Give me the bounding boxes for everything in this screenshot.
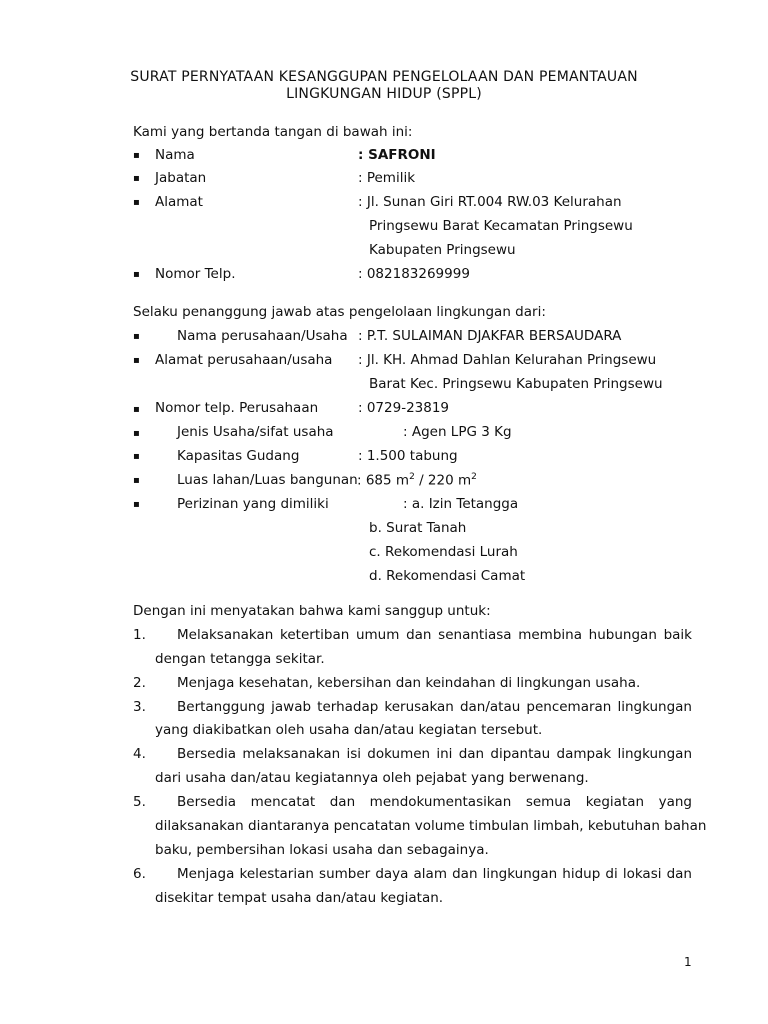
commitment-number: 3.: [133, 699, 146, 715]
bullet-icon: ▪: [133, 269, 140, 280]
bullet-icon: ▪: [133, 475, 140, 486]
field-value-alamat: : Jl. Sunan Giri RT.004 RW.03 Kelurahan: [358, 194, 622, 210]
company-label-telp: Nomor telp. Perusahaan: [155, 400, 319, 416]
commitment-number: 5.: [133, 794, 146, 810]
bullet-icon: ▪: [133, 150, 140, 161]
field-label-nama: Nama: [155, 147, 195, 163]
bullet-icon: ▪: [133, 197, 140, 208]
field-label-telp: Nomor Telp.: [155, 266, 236, 282]
company-value-jenis: : Agen LPG 3 Kg: [403, 424, 512, 440]
company-label-nama: Nama perusahaan/Usaha: [177, 328, 348, 344]
page-number: 1: [684, 955, 692, 969]
commitment-number: 2.: [133, 675, 146, 691]
company-label-izin: Perizinan yang dimiliki: [177, 496, 329, 512]
field-value-alamat-line-3: Kabupaten Pringsewu: [369, 242, 516, 258]
document-title-line-2: LINGKUNGAN HIDUP (SPPL): [286, 86, 482, 102]
bullet-icon: ▪: [133, 331, 140, 342]
commitment-text: Bersedia mencatat dan mendokumentasikan semua kegiatan yang: [177, 794, 692, 810]
responsible-intro-text: Selaku penanggung jawab atas pengelolaan lingkungan dari:: [133, 304, 546, 320]
company-label-kapasitas: Kapasitas Gudang: [177, 448, 300, 464]
commitment-text-continued: dilaksanakan diantaranya pencatatan volume timbulan limbah, kebutuhan bahan: [155, 818, 707, 834]
field-label-alamat: Alamat: [155, 194, 203, 210]
commitment-text-continued: dengan tetangga sekitar.: [155, 651, 325, 667]
company-value-nama: : P.T. SULAIMAN DJAKFAR BERSAUDARA: [358, 328, 622, 344]
bullet-icon: ▪: [133, 499, 140, 510]
commitment-text: Bersedia melaksanakan isi dokumen ini dan dipantau dampak lingkungan: [177, 746, 692, 762]
company-value-telp: : 0729-23819: [358, 400, 450, 416]
commitment-number: 6.: [133, 866, 146, 882]
company-value-alamat: : Jl. KH. Ahmad Dahlan Kelurahan Pringsewu: [358, 352, 657, 368]
company-label-alamat: Alamat perusahaan/usaha: [155, 352, 333, 368]
bullet-icon: ▪: [133, 428, 140, 439]
company-value-luas: : 685 $m^2 / 220$ $m^2$: [357, 472, 477, 489]
commitment-text-continued: dari usaha dan/atau kegiatannya oleh pejabat yang berwenang.: [155, 770, 589, 786]
commitment-text-continued: baku, pembersihan lokasi usaha dan sebagainya.: [155, 842, 489, 858]
commitment-number: 4.: [133, 746, 146, 762]
permit-item: b. Surat Tanah: [369, 520, 467, 536]
field-label-jabatan: Jabatan: [155, 170, 207, 186]
field-value-telp: : 082183269999: [358, 266, 470, 282]
commitment-text: Melaksanakan ketertiban umum dan senantiasa membina hubungan baik: [177, 627, 692, 643]
bullet-icon: ▪: [133, 355, 140, 366]
commitment-text: Bertanggung jawab terhadap kerusakan dan/atau pencemaran lingkungan: [177, 699, 692, 715]
company-value-alamat-line-2: Barat Kec. Pringsewu Kabupaten Pringsewu: [369, 376, 663, 392]
bullet-icon: ▪: [133, 173, 140, 184]
commitment-text: Menjaga kesehatan, kebersihan dan keindahan di lingkungan usaha.: [177, 675, 641, 691]
commitment-intro-text: Dengan ini menyatakan bahwa kami sanggup untuk:: [133, 603, 491, 619]
field-value-nama: : SAFRONI: [358, 147, 436, 163]
permit-item: : a. Izin Tetangga: [403, 496, 519, 512]
company-label-jenis: Jenis Usaha/sifat usaha: [177, 424, 334, 440]
commitment-text: Menjaga kelestarian sumber daya alam dan lingkungan hidup di lokasi dan: [177, 866, 692, 882]
permit-item: d. Rekomendasi Camat: [369, 568, 526, 584]
commitment-text-continued: disekitar tempat usaha dan/atau kegiatan.: [155, 890, 444, 906]
company-value-kapasitas: : 1.500 tabung: [358, 448, 458, 464]
commitment-text-continued: yang diakibatkan oleh usaha dan/atau kegiatan tersebut.: [155, 722, 543, 738]
field-value-jabatan: : Pemilik: [358, 170, 416, 186]
company-label-luas: Luas lahan/Luas bangunan: [177, 472, 358, 488]
bullet-icon: ▪: [133, 404, 140, 415]
commitment-number: 1.: [133, 627, 146, 643]
document-title-line-1: SURAT PERNYATAAN KESANGGUPAN PENGELOLAAN DAN PEMANTAUAN: [130, 69, 638, 85]
intro-text: Kami yang bertanda tangan di bawah ini:: [133, 124, 413, 140]
permit-item: c. Rekomendasi Lurah: [369, 544, 518, 560]
field-value-alamat-line-2: Pringsewu Barat Kecamatan Pringsewu: [369, 218, 633, 234]
bullet-icon: ▪: [133, 451, 140, 462]
